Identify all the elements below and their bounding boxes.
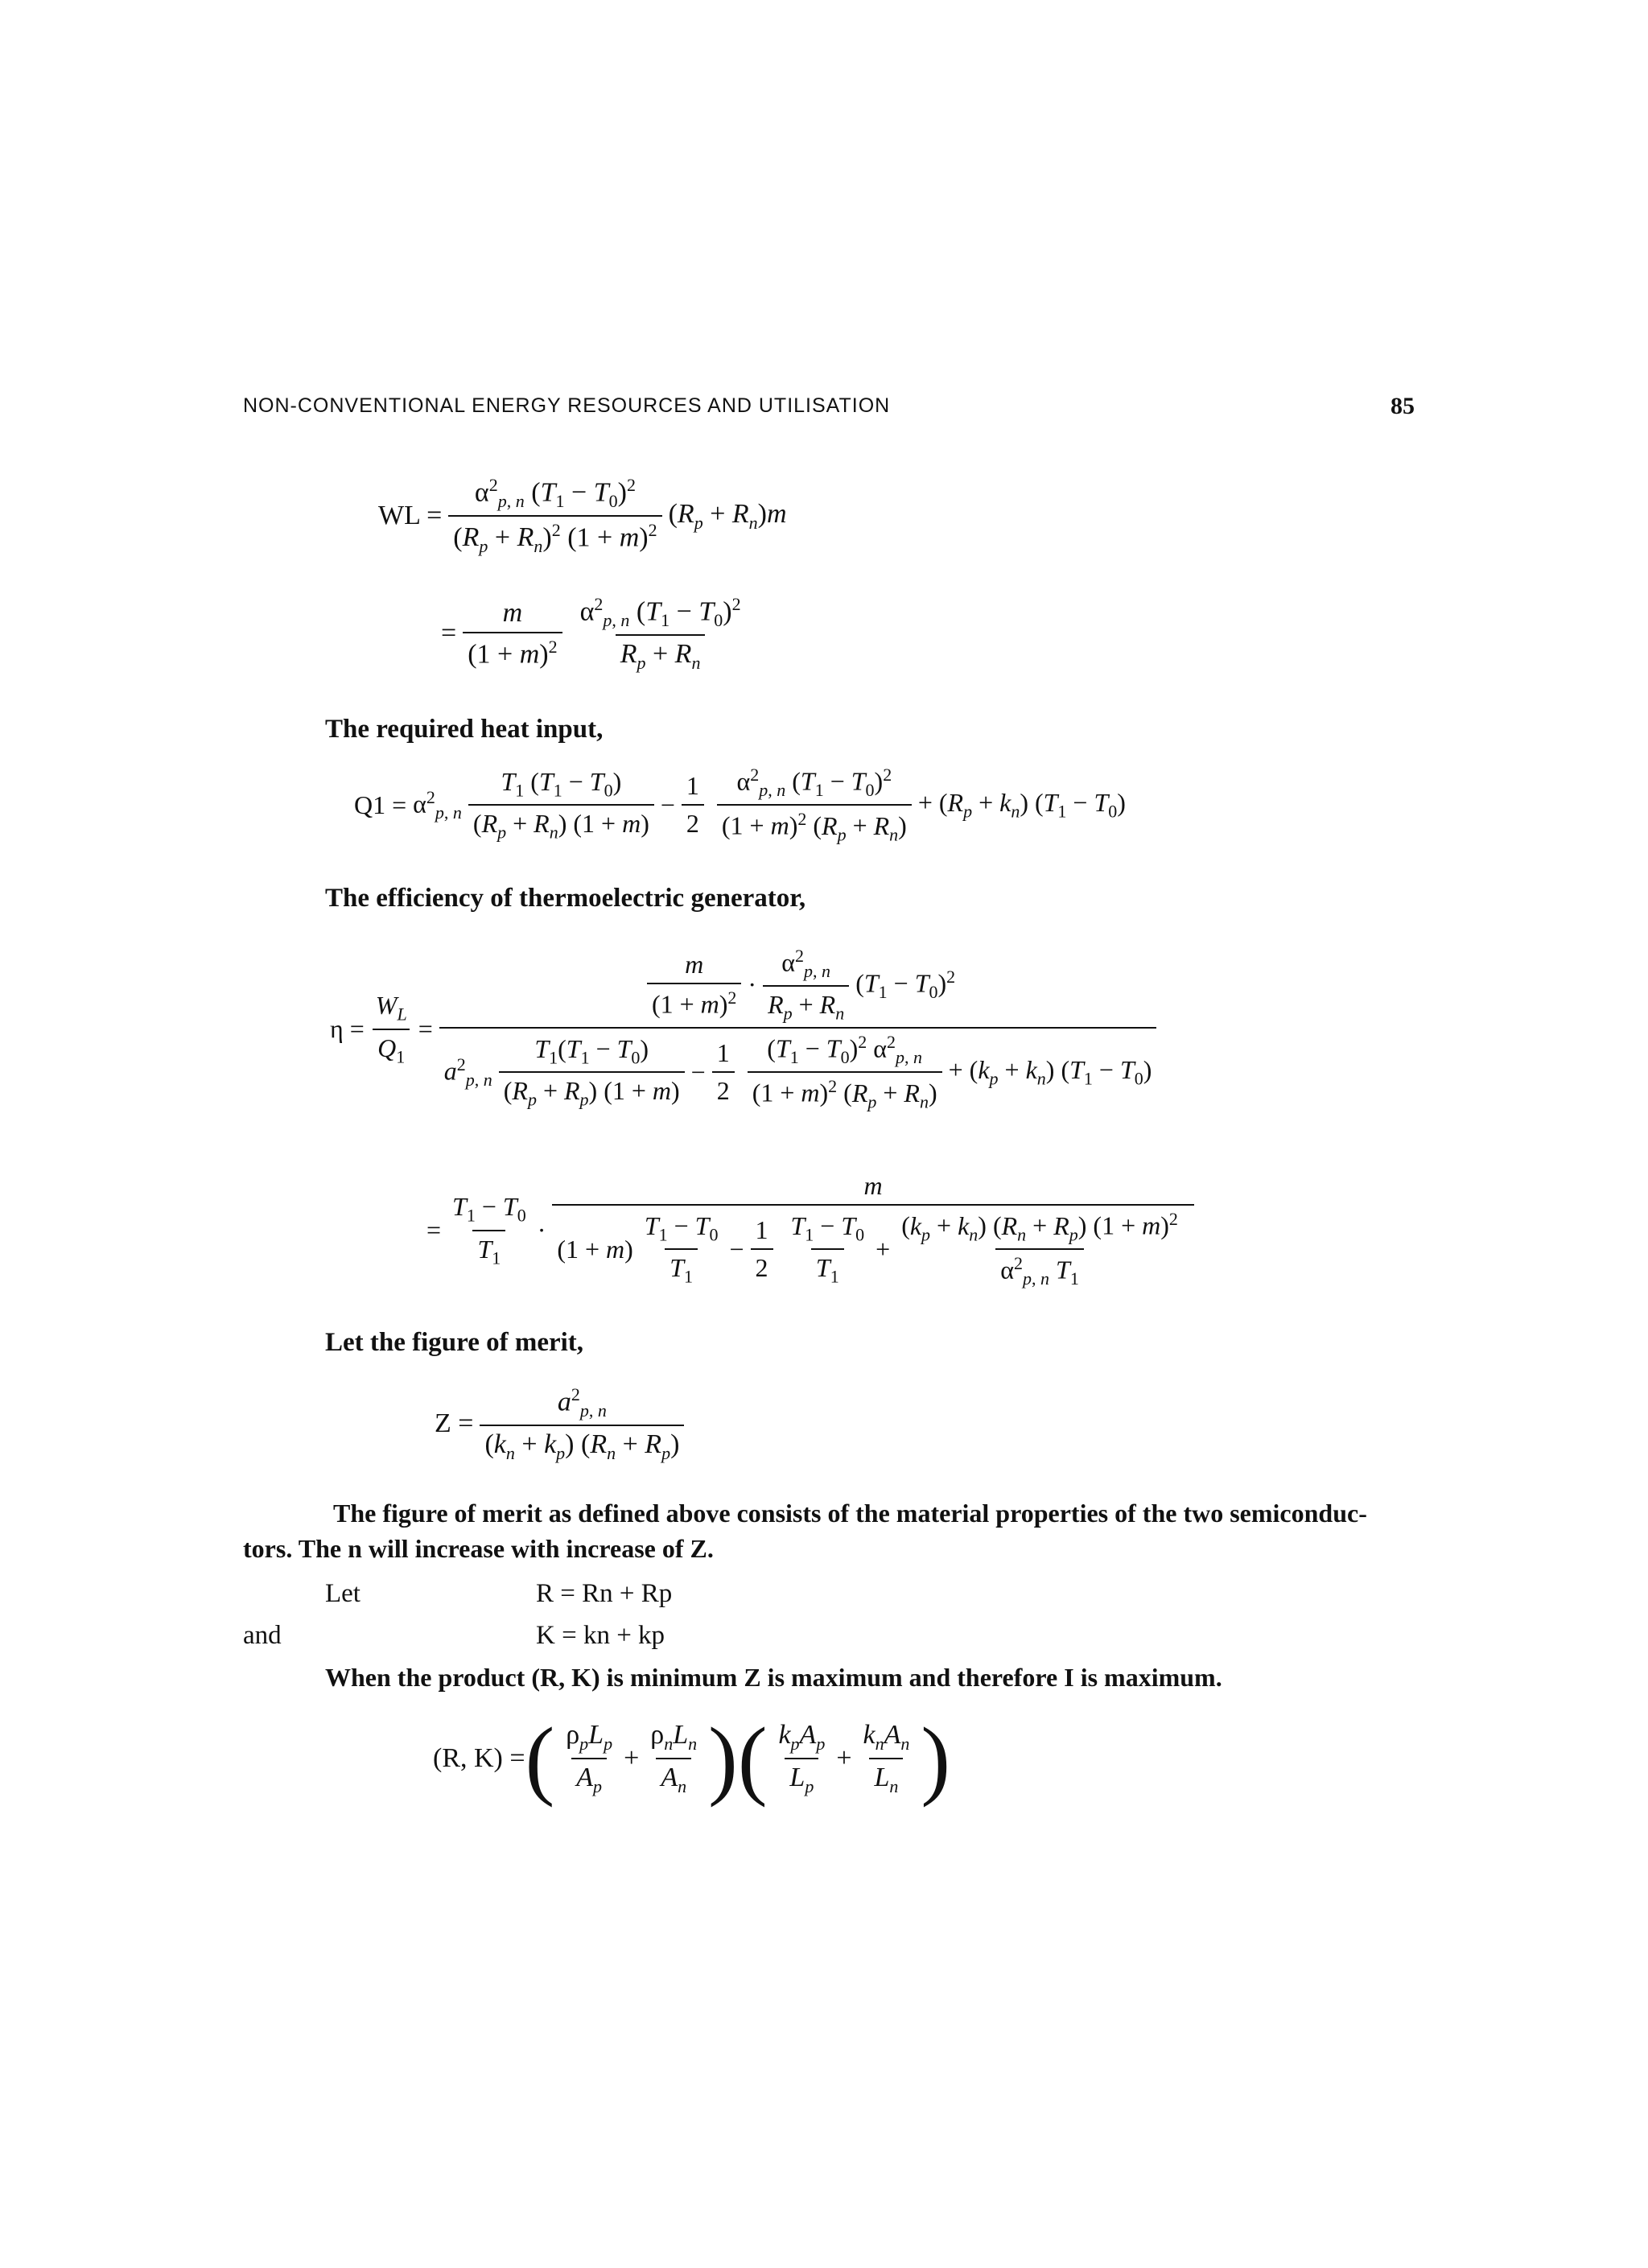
let-equation: R = Rn + Rp: [536, 1579, 673, 1608]
let-label: Let: [325, 1579, 360, 1608]
left-paren: (: [525, 1709, 555, 1808]
fraction: $\frac{m}{(1 + m)^2}$ · $\frac{\alpha^2_{p, n}}{R_p + R_n}$ $(T_1 - T_0)^2$ $a^2_{p, n}$ $\frac{T_1(T_1 - T_0)}{(R_p + R_p) (1 + m)}$ − $\frac{1}{2}$ $\frac{(T_1 - T_0)^2 \alpha^2_{p, n}}{(1 + m)^2 (R_p + R_n)}$ + $(k_p + k_n) (T_1 - T_0)$: [439, 946, 1157, 1113]
equation-lhs: (R, K) =: [433, 1743, 525, 1773]
fraction: $\frac{\alpha^2_{p, n} (T_1 - T_0)^2}{(1 + m)^2 (R_p + R_n)}$: [717, 765, 912, 845]
equation-lhs: WL =: [378, 501, 443, 531]
equation-figure-of-merit: [435, 1384, 690, 1464]
efficiency-intro: The efficiency of thermoelectric generator,: [325, 884, 806, 913]
fraction: $\frac{\alpha^2_{p, n} (T_1 - T_0)^2}{(R_p + R_n)^2 (1 + m)^2}$: [448, 475, 661, 557]
equation-efficiency: η = $\frac{W_L}{Q_1}$ = $\frac{m}{(1 + m)^2}$ · $\frac{\alpha^2_{p, n}}{R_p + R_n}$ $(T_1 - T_0)^2$ $a^2_{p, n}$ $\frac{T_1(T_1 - T_0)}{(R_p + R_p) (1 + m)}$ − $\frac{1}{2}$ $\frac{(T_1 - T_0)^2 \alpha^2_{p, n}}{(1 + m)^2 (R_p + R_n)}$ + $(k_p + k_n) (T_1 - T_0)$: [330, 946, 1163, 1113]
right-paren: ): [708, 1709, 738, 1808]
right-paren: ): [921, 1709, 951, 1808]
fraction: $\frac{a^2_{p, n}}{(k_n + k_p) (R_n + R_p)}$: [480, 1384, 684, 1464]
equation-wl-simplified: = $\frac{m}{(1 + m)^2}$ $\frac{\alpha^2_{p, n} (T_1 - T_0)^2}{R_p + R_n}$: [441, 594, 752, 674]
running-header: NON-CONVENTIONAL ENERGY RESOURCES AND UTILISATION: [243, 394, 891, 417]
conclusion: When the product (R, K) is minimum Z is maximum and therefore I is maximum.: [325, 1663, 1222, 1692]
heat-input-intro: The required heat input,: [325, 715, 604, 744]
equation-wl: WL = $\frac{\alpha^2_{p, n} (T_1 - T_0)^2}{(R_p + R_n)^2 (1 + m)^2}$ $(R_p + R_n)m$: [378, 475, 787, 557]
fraction: $\frac{T_1 - T_0}{T_1}$: [452, 1192, 526, 1268]
equation-lhs: Q1 =: [354, 790, 407, 819]
and-label: and: [243, 1621, 282, 1650]
equation-efficiency-simplified: = $\frac{T_1 - T_0}{T_1}$ · m (1 + m) $\frac{T_1 - T_0}{T_1}$ − $\frac{1}{2}$ $\frac{T_1 - T_0}{T_1}$ + $\frac{(k_p + k_n) (R_n + R_p) (1 + m)^2}{\alpha^2_{p, n} T_1}$: [426, 1171, 1201, 1289]
merit-paragraph-line-2: tors. The n will increase with increase of Z.: [243, 1534, 714, 1563]
and-equation: K = kn + kp: [536, 1621, 665, 1650]
merit-intro: Let the figure of merit,: [325, 1328, 584, 1357]
merit-paragraph-line-1: The figure of merit as defined above consists of the material properties of the two semiconduc-: [333, 1499, 1367, 1528]
fraction: $\frac{\alpha^2_{p, n} (T_1 - T_0)^2}{R_p + R_n}$: [579, 594, 741, 673]
fraction: $\frac{W_L}{Q_1}$: [371, 991, 412, 1067]
equation-lhs: Z =: [435, 1408, 474, 1439]
equation-rk-product: (R, K) = ( $\frac{\rho_pL_p}{A_p}$ + $\frac{\rho_nL_n}{A_n}$ ) ( $\frac{k_pA_p}{L_p}$ + $\frac{k_nA_n}{L_n}$ ): [433, 1709, 951, 1808]
page-number: 85: [1390, 393, 1415, 419]
equation-q1: Q1 = $\alpha^2_{p, n}$ $\frac{T_1 (T_1 - T_0)}{(R_p + R_n) (1 + m)}$ − $\frac{1}{2}$ $\frac{\alpha^2_{p, n} (T_1 - T_0)^2}{(1 + m)^2 (R_p + R_n)}$ + $(R_p + k_n) (T_1 - T_0)$: [354, 765, 1126, 845]
left-paren: (: [737, 1709, 768, 1808]
fraction: m (1 + m) $\frac{T_1 - T_0}{T_1}$ − $\frac{1}{2}$ $\frac{T_1 - T_0}{T_1}$ + $\frac{(k_p + k_n) (R_n + R_p) (1 + m)^2}{\alpha^2_{p, n} T_1}$: [552, 1171, 1194, 1289]
equation-lhs: η =: [330, 1014, 365, 1044]
fraction: $\frac{T_1 (T_1 - T_0)}{(R_p + R_n) (1 + m)}$: [468, 767, 654, 843]
fraction: $\frac{m}{(1 + m)^2}$: [463, 598, 562, 670]
fraction: $\frac{1}{2}$: [682, 771, 704, 839]
